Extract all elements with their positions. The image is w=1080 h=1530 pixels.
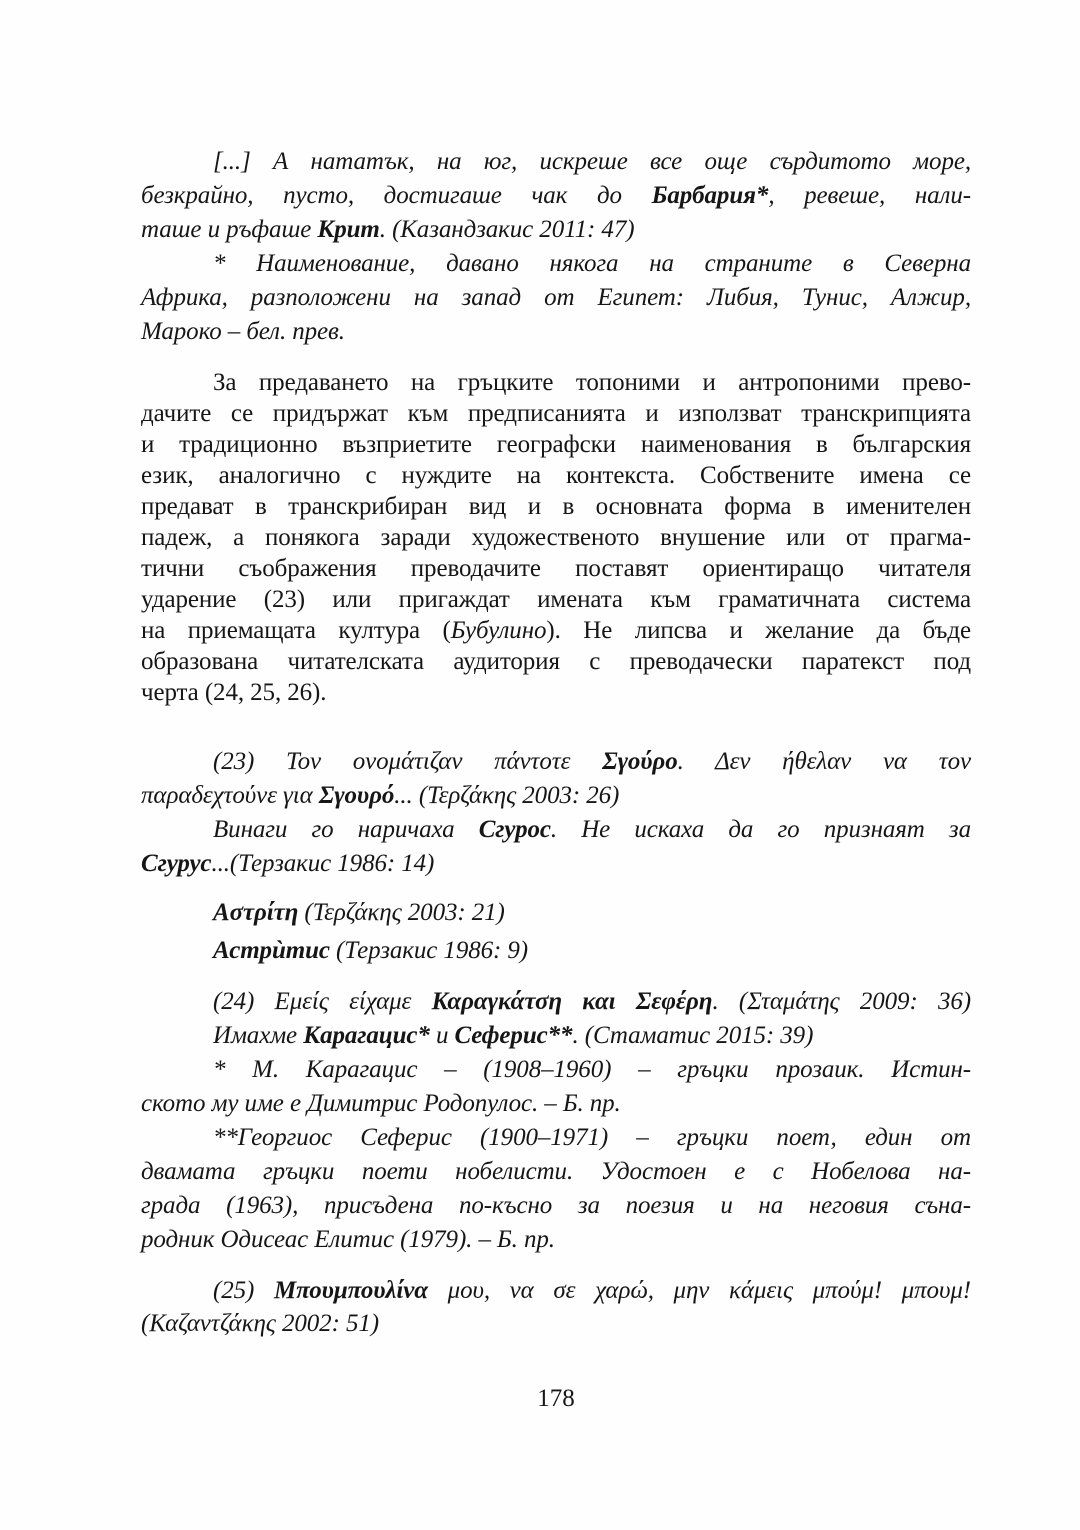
example-astriti [141, 894, 971, 970]
text-run: За предаването на гръцките топоними и антропоними прево- [213, 369, 971, 396]
footnote-barbaria [141, 247, 971, 349]
text-run: . Не искаха да го признаят за [550, 816, 971, 843]
text-run: (Терзакис 1986: 9) [329, 937, 529, 964]
text-line [141, 779, 971, 813]
text-run: и традиционно възприетите географски наименования в българския [141, 431, 971, 458]
text-line [141, 1121, 971, 1155]
text-run: (23) Τον ονομάτιζαν πάντοτε [213, 748, 603, 775]
text-run: παραδεχτούνε για [141, 782, 319, 809]
text-run: Винаги го наричаха [213, 816, 479, 843]
text-run: Имахме [213, 1022, 304, 1049]
text-line [141, 677, 971, 708]
text-line [141, 398, 971, 429]
text-line [141, 646, 971, 677]
text-line [141, 179, 971, 213]
text-line [141, 460, 971, 491]
text-line [141, 1019, 971, 1053]
text-run: Σγουρό [318, 782, 395, 809]
text-line [141, 1155, 971, 1189]
text-run: родник Одисеас Елитис (1979). – Б. пр. [141, 1226, 555, 1253]
text-run: града (1963), присъдена по-късно за поезия и на неговия съна- [141, 1192, 971, 1219]
text-line [141, 315, 971, 349]
text-run: ... (Τερζάκης 2003: 26) [394, 782, 620, 809]
text-run: Сеферис** [454, 1022, 573, 1049]
text-run: ...(Терзакис 1986: 14) [211, 850, 435, 877]
text-line [141, 813, 971, 847]
text-run: Σγούρο [602, 748, 678, 775]
text-run: черта (24, 25, 26). [141, 679, 327, 706]
text-run: * Наименование, давано някога на страните в Северна [213, 250, 971, 277]
text-run: език, аналогично с нуждите на контекста. Собствените имена се [141, 462, 971, 489]
text-line [141, 1223, 971, 1257]
text-run: на приемащата култура ( [141, 617, 451, 644]
text-run: ското му име е Димитрис Родопулос. – Б. пр. [141, 1090, 621, 1117]
text-run: ударение (23) или пригаждат имената към граматичната система [141, 586, 971, 613]
text-run: безкрайно, пусто, достигаше чак до [141, 182, 652, 209]
text-run: . (Σταμάτης 2009: 36) [712, 988, 971, 1015]
text-line [141, 522, 971, 553]
text-line [141, 1087, 971, 1121]
text-run: ). Не липсва и желание да бъде [546, 617, 971, 644]
text-run: Сгурос [478, 816, 551, 843]
text-run: Крит [317, 216, 380, 243]
text-run: предават в транскрибиран вид и в основната форма в именителен [141, 493, 971, 520]
text-line [141, 847, 971, 881]
text-run: Бубулино [450, 617, 547, 644]
text-run: Αστρίτη [213, 899, 299, 926]
text-line [141, 281, 971, 315]
text-run: [...] А нататък, на юг, искреше все още сърдитото море, [213, 148, 971, 175]
text-run: . Δεν ήθελαν να τον [677, 748, 971, 775]
text-run: падеж, а понякога заради художественото внушение или от прагма- [141, 524, 971, 551]
text-run: таше и ръфаше [141, 216, 318, 243]
text-run: (Τερζάκης 2003: 21) [298, 899, 505, 926]
text-column [141, 145, 971, 1414]
text-run: (Καζαντζάκης 2002: 51) [141, 1310, 379, 1337]
text-run: Африка, разположени на запад от Египет: Либия, Тунис, Алжир, [141, 284, 971, 311]
text-run: **Георгиос Сеферис (1900–1971) – гръцки поет, един от [213, 1124, 971, 1151]
text-line [141, 367, 971, 398]
text-line [141, 1274, 971, 1307]
text-run: Сгурус [141, 850, 212, 877]
text-run: тични съображения преводачите поставят ориентиращо читателя [141, 555, 971, 582]
example-25-bouboulina [141, 1274, 971, 1340]
text-run: Барбария* [651, 182, 769, 209]
text-line [141, 429, 971, 460]
text-run: дачите се придържат към предписанията и използват транскрипцията [141, 400, 971, 427]
text-run: Мароко – бел. прев. [141, 318, 345, 345]
text-line [141, 894, 971, 932]
example-24-karagatsis-seferis [141, 985, 971, 1257]
text-run: Καραγκάτση και Σεφέρη [431, 988, 713, 1015]
text-run: μου, να σε χαρώ, μην κάμεις μπούμ! μπουμ! [427, 1277, 972, 1304]
text-line [141, 985, 971, 1019]
text-line [141, 615, 971, 646]
paragraph-transcription-practice [141, 367, 971, 708]
text-run: (25) [213, 1277, 274, 1304]
text-line [141, 145, 971, 179]
text-run: Астрѝтис [213, 937, 330, 964]
text-line [141, 584, 971, 615]
text-line [141, 932, 971, 970]
page-number: 178 [537, 1385, 575, 1412]
text-run: двамата гръцки поети нобелисти. Удостоен е с Нобелова на- [141, 1158, 971, 1185]
text-line [141, 1307, 971, 1340]
text-line [141, 1189, 971, 1223]
text-run: . (Казандзакис 2011: 47) [379, 216, 635, 243]
text-run: Карагацис* [303, 1022, 430, 1049]
text-run: . (Стаматис 2015: 39) [572, 1022, 814, 1049]
text-line [141, 1053, 971, 1087]
text-line [141, 491, 971, 522]
text-line [141, 213, 971, 247]
text-run: (24) Εμείς είχαμε [213, 988, 432, 1015]
text-run: образована читателската аудитория с преводачески паратекст под [141, 648, 971, 675]
text-line [141, 553, 971, 584]
text-line [141, 247, 971, 281]
text-run: * М. Карагацис – (1908–1960) – гръцки прозаик. Истин- [213, 1056, 971, 1083]
example-23-sgouros [141, 745, 971, 881]
text-run: и [429, 1022, 455, 1049]
quote-kazandzakis-sea [141, 145, 971, 247]
text-line [141, 745, 971, 779]
text-run: , ревеше, нали- [768, 182, 971, 209]
text-run: Μπουμπουλίνα [273, 1277, 428, 1304]
